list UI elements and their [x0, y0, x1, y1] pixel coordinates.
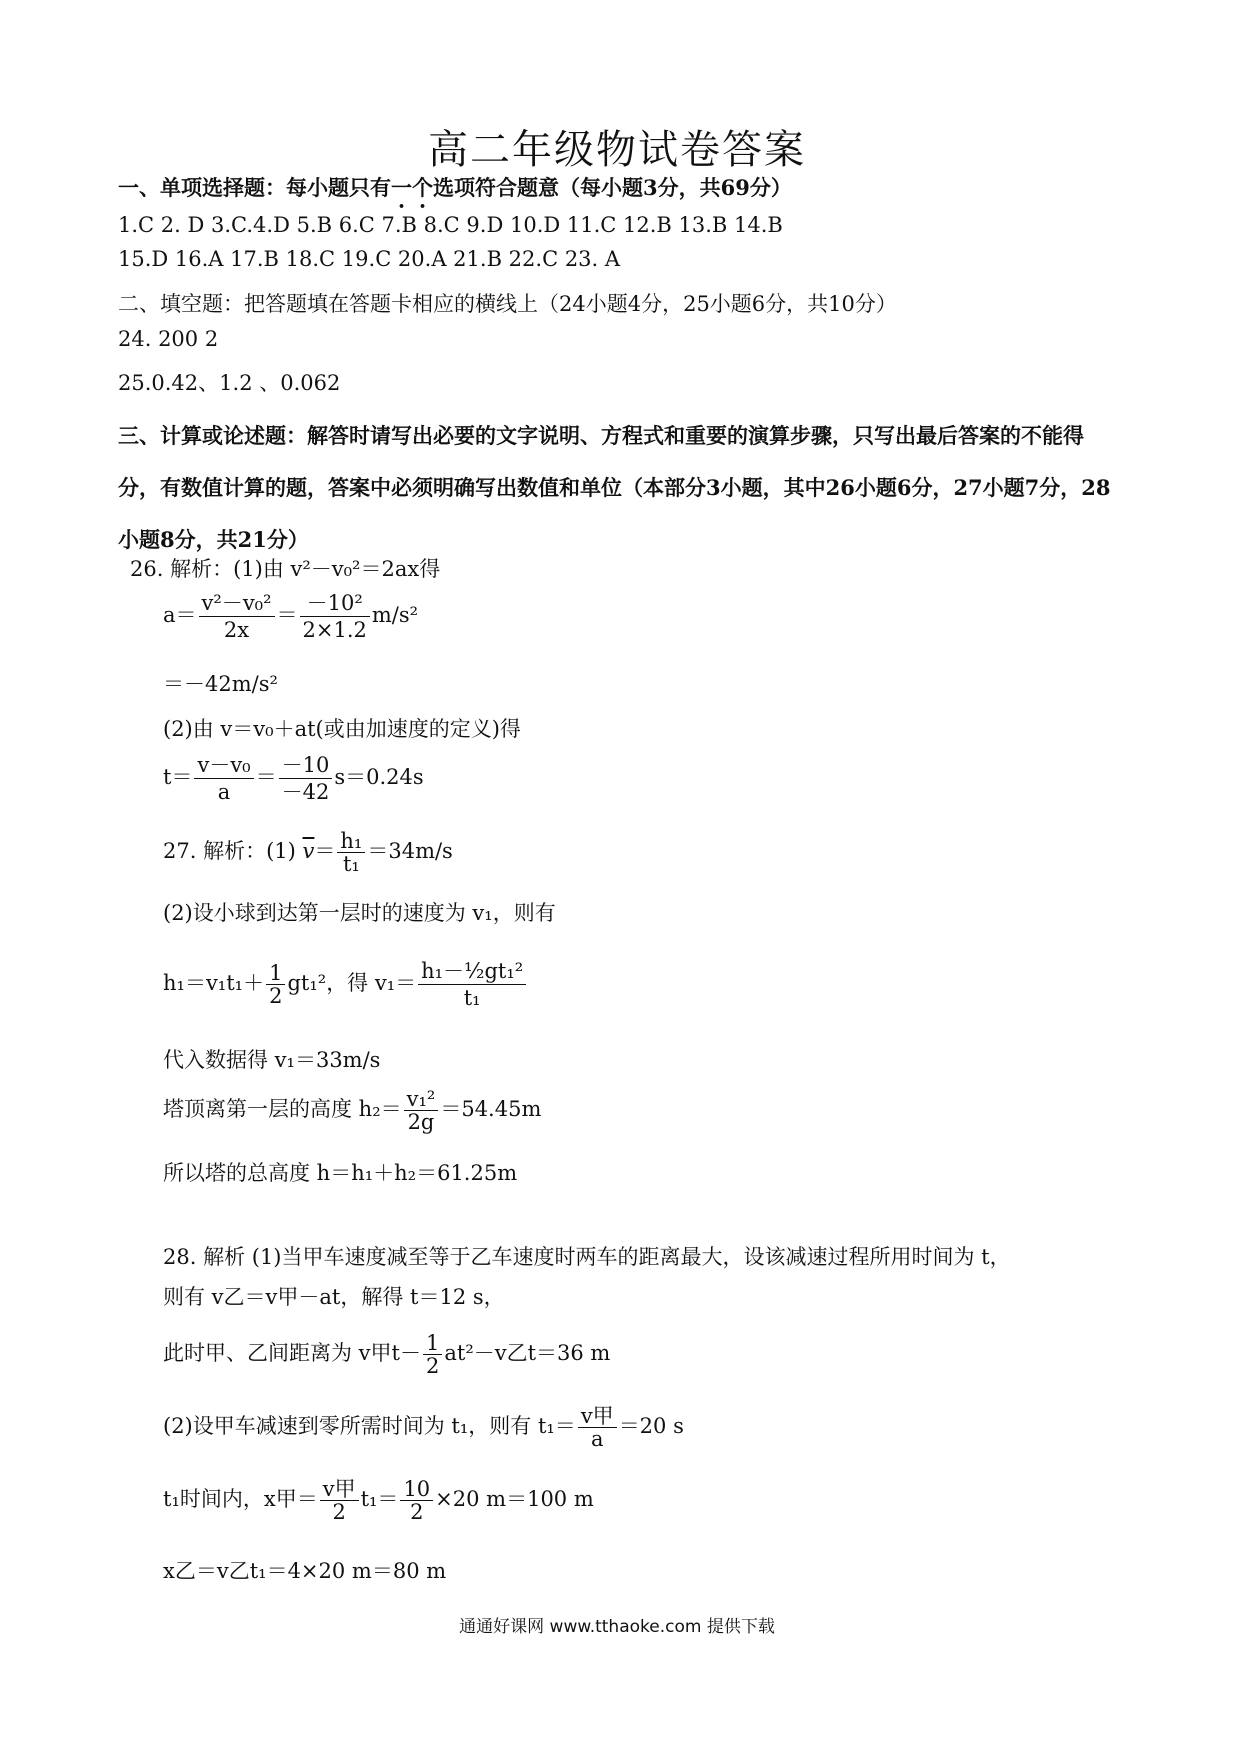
q26-a-num1: v²－v₀² [199, 590, 275, 617]
q27-vbar-result: ＝34m/s [367, 839, 453, 863]
q28-line4-frac [578, 1405, 617, 1450]
q26-a-frac1 [199, 590, 275, 643]
q26-part2: (2)由 v＝v₀＋at(或由加速度的定义)得 [163, 717, 521, 741]
page-title: 高二年级物试卷答案 [428, 127, 806, 173]
q27-vbar-eq: ＝ [314, 839, 336, 863]
q27-intro: 27. 解析：(1) [163, 839, 296, 863]
q26-a-den1: 2x [223, 618, 250, 642]
q28-line5-den1: 2 [332, 1500, 346, 1524]
q27-h2-result: ＝54.45m [440, 1097, 542, 1121]
q27-vbar-frac [337, 830, 365, 875]
q27-half-frac [266, 962, 285, 1007]
q27-h2-den: 2g [407, 1110, 435, 1134]
q28-line4-num: v甲 [578, 1405, 617, 1428]
section1-heading-a: 一、单项选择题：每小题只有 [118, 175, 391, 200]
q28-line4 [163, 1405, 684, 1450]
q27-substitute: 代入数据得 v₁＝33m/s [163, 1048, 381, 1072]
section3-heading: 三、计算或论述题：解答时请写出必要的文字说明、方程式和重要的演算步骤，只写出最后答案的不能得分，有数值计算的题，答案中必须明确写出数值和单位（本部分3小题，其中26小题6分，27小题7分，28小题8分，共21分） [118, 423, 1111, 552]
q28-line5-num2: 10 [400, 1478, 433, 1501]
q28-line5-den2: 2 [410, 1500, 424, 1524]
q26-t-equation [163, 752, 424, 805]
q28-line5-frac1 [320, 1478, 359, 1523]
answer-24: 24. 200 2 [118, 327, 219, 351]
q26-a-result: ＝－42m/s² [163, 672, 278, 696]
q27-vbar: $\overline{v}$ [302, 839, 315, 863]
q26-t-num2: －10 [279, 752, 333, 779]
q27-total-height: 所以塔的总高度 h＝h₁＋h₂＝61.25m [163, 1161, 518, 1185]
q28-line5 [163, 1478, 594, 1523]
q28-line4-a: (2)设甲车减速到零所需时间为 t₁，则有 t₁＝ [163, 1414, 576, 1438]
q27-part2: (2)设小球到达第一层时的速度为 v₁，则有 [163, 901, 556, 925]
q28-line6: x乙＝v乙t₁＝4×20 m＝80 m [163, 1559, 447, 1583]
q27-h2-frac [404, 1088, 439, 1133]
section1-heading-dotted: 一个 [391, 175, 433, 200]
q26-a-num2: －10² [300, 590, 370, 617]
q26-a-equation [163, 590, 418, 643]
q26-a-lhs: a＝ [163, 603, 197, 627]
answer-25: 25.0.42、1.2 、0.062 [118, 371, 341, 395]
q27-half-den: 2 [269, 984, 283, 1008]
q27-h1-tail: gt₁²，得 v₁＝ [287, 971, 417, 995]
q28-line5-mid: t₁＝ [360, 1487, 399, 1511]
q27-vbar-num: h₁ [337, 830, 365, 853]
q28-line4-b: ＝20 s [618, 1414, 684, 1438]
section1-answers-line1: 1.C 2. D 3.C.4.D 5.B 6.C 7.B 8.C 9.D 10.D 11.C 12.B 13.B 14.B [118, 213, 783, 237]
q27-v1-frac [418, 958, 526, 1011]
q26-t-eq: ＝ [255, 765, 277, 789]
q27-half-num: 1 [266, 962, 285, 985]
q28-line3-den: 2 [425, 1354, 440, 1378]
q27-h2-equation [163, 1088, 541, 1133]
q28-line3-b: at²－v乙t＝36 m [444, 1341, 611, 1365]
section1-answers-line2: 15.D 16.A 17.B 18.C 19.C 20.A 21.B 22.C 23. A [118, 247, 621, 271]
q26-intro: 26. 解析：(1)由 v²－v₀²＝2ax得 [130, 557, 441, 581]
q26-t-lhs: t＝ [163, 765, 193, 789]
q26-a-frac2 [300, 590, 370, 643]
q27-vbar-equation [163, 830, 453, 875]
q26-t-den1: a [217, 780, 231, 804]
q26-t-frac2 [279, 752, 333, 805]
q27-v1-den: t₁ [463, 986, 481, 1010]
q26-a-den2: 2×1.2 [302, 618, 367, 642]
q27-h2-text: 塔顶离第一层的高度 h₂＝ [163, 1097, 402, 1121]
q28-line3 [163, 1332, 610, 1377]
q28-line3-a: 此时甲、乙间距离为 v甲t－ [163, 1341, 421, 1365]
q28-line2: 则有 v乙＝v甲－at，解得 t＝12 s， [163, 1285, 505, 1309]
footer-source: 通通好课网 www.tthaoke.com 提供下载 [459, 1617, 775, 1637]
section2-heading: 二、填空题：把答题填在答题卡相应的横线上（24小题4分，25小题6分，共10分） [118, 292, 897, 316]
q26-a-eq: ＝ [276, 603, 298, 627]
q28-line3-frac [423, 1332, 442, 1377]
q27-h2-num: v₁² [404, 1088, 439, 1111]
q27-h1-eq: h₁＝v₁t₁＋ [163, 971, 265, 995]
section1-heading [118, 172, 792, 213]
q28-line4-den: a [590, 1427, 604, 1451]
q26-t-den2: －42 [281, 780, 330, 804]
q28-line5-a: t₁时间内，x甲＝ [163, 1487, 318, 1511]
q28-line3-num: 1 [423, 1332, 442, 1355]
q27-v1-num: h₁－½gt₁² [418, 958, 526, 985]
q28-intro: 28. 解析 (1)当甲车速度减至等于乙车速度时两车的距离最大，设该减速过程所用时间为 t， [163, 1245, 1011, 1269]
q26-t-result: s＝0.24s [334, 765, 424, 789]
q28-line5-frac2 [400, 1478, 433, 1523]
q26-t-num1: v－v₀ [194, 752, 253, 779]
q26-a-unit: m/s² [371, 603, 419, 627]
q26-t-frac1 [194, 752, 253, 805]
q27-vbar-den: t₁ [342, 852, 360, 876]
q28-line5-b: ×20 m＝100 m [435, 1487, 594, 1511]
q28-line5-num1: v甲 [320, 1478, 359, 1501]
section1-heading-b: 选项符合题意（每小题3分，共69分） [433, 175, 792, 200]
q27-h1-equation [163, 958, 528, 1011]
